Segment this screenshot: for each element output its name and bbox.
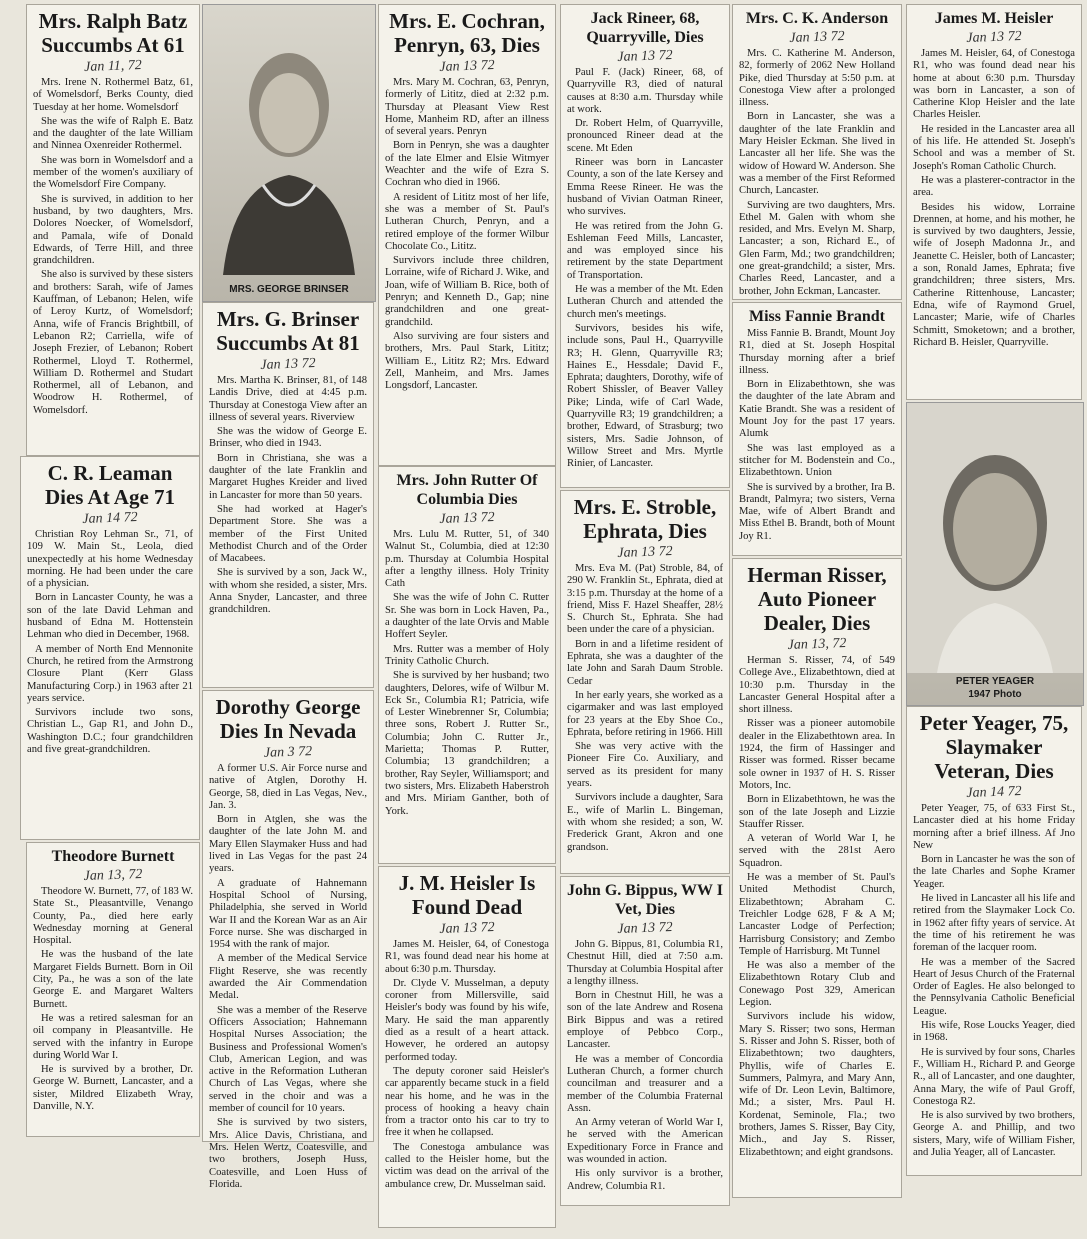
obit-body: Mrs. Martha K. Brinser, 81, of 148 Landis Drive, died at 4:45 p.m. Thursday at Conestoga View after an illness of several years. Riverview She was the widow of George E. Brinser, who died in 1943. Born in Christiana, she was a daughter of the late Franklin and Margaret Hughes Kreider and lived in Lancaster for more than 50 years. She had worked at Hager's Department Store. She was a member of the First United Methodist Church and of the Order of Macabees. She is survived by a son, Jack W., with whom she resided, a sister, Mrs. Anna Snyder, Lancaster, and three grandchildren. [209, 375, 367, 616]
obit-body: James M. Heisler, 64, of Conestoga R1, was found dead near his home at about 6:30 p.m. Thursday. Dr. Clyde V. Musselman, a deputy coroner from Millersville, said Heisler's body was found by his wife, Mary. He said the man apparently died as a result of a heart attack. However, he ordered an autopsy performed today. The deputy coroner said Heisler's car apparently became stuck in a field near his home, and he was in the process of hooking a heavy chain from a tractor onto his car to try to free it when he collapsed. The Conestoga ambulance was called to the Heisler home, but the victim was dead on the arrival of the ambulance crew, Dr. Musselman said. [385, 939, 549, 1190]
headline: Mrs. Ralph Batz Succumbs At 61 [38, 9, 188, 57]
handwritten-date: Jan 13 72 [439, 920, 495, 937]
obit-body: John G. Bippus, 81, Columbia R1, Chestnut Hill, died at 7:50 a.m. Thursday at Columbia Hospital after a lengthy illness. Born in Chestnut Hill, he was a son of the late Andrew and Rosena Birk Bippus and was a retired employe of Pebbco Corp., Lancaster. He was a member of Concordia Lutheran Church, a former church councilman and treasurer and a member of the Columbia Fraternal Assn. An Army veteran of World War I, he served with the American Expeditionary Force in France and was wounded in action. His only survivor is a brother, Andrew, Columbia R1. [567, 939, 723, 1192]
photo-caption: PETER YEAGER [955, 676, 1035, 687]
handwritten-date: Jan 13 72 [789, 29, 845, 46]
headline: John G. Bippus, WW I Vet, Dies [567, 882, 723, 918]
headline: Mrs. C. K. Anderson [745, 10, 889, 27]
handwritten-date: Jan 13, 72 [787, 635, 847, 654]
obit-rutter [378, 466, 556, 864]
handwritten-date: Jan 13, 72 [83, 866, 143, 885]
obit-body: Mrs. Eva M. (Pat) Stroble, 84, of 290 W. Franklin St., Ephrata, died at 3:15 p.m. Thursday at the home of a friend, Miss F. Hazel Sheaffer, 28½ S. Church St., Ephrata. She had been under the care of a physician. Born in and a lifetime resident of Ephrata, she was a daughter of the late John and Sarah Daum Stroble. Cedar In her early years, she worked as a cigarmaker and was last employed for 23 years at the Eby Shoe Co., Ephrata, before retiring in 1966. Hill She was very active with the Pioneer Fire Co. Auxiliary, and served as its president for many years. Survivors include a daughter, Sara E., wife of Marlin L. Bingeman, with whom she resided; a son, W. Frederick Grant, Akron and one grandson. [567, 563, 723, 853]
headline: James M. Heisler [934, 10, 1054, 27]
headline: Jack Rineer, 68, Quarryville, Dies [586, 10, 704, 46]
obit-bippus [560, 876, 730, 1206]
headline: Dorothy George Dies In Nevada [215, 695, 361, 743]
handwritten-date: Jan 13 72 [439, 510, 495, 527]
portrait-woman-icon [203, 5, 375, 275]
headline: Mrs. E. Cochran, Penryn, 63, Dies [389, 9, 545, 57]
handwritten-date: Jan 14 72 [966, 784, 1022, 801]
obit-cochran [378, 4, 556, 466]
photo-brinser [202, 4, 376, 302]
obit-body: Mrs. Mary M. Cochran, 63, Penryn, formerly of Lititz, died at 2:32 p.m. Thursday at Pleasant View Rest Home, Manheim RD, after an illness of several years. Penryn Born in Penryn, she was a daughter of the late Elmer and Elsie Witmyer Weachter and the wife of Ezra S. Cochran who died in 1966. A resident of Lititz most of her life, she was a member of St. Paul's Lutheran Church, Penryn, and a retired employe of the former Wilbur Chocolate Co., Lititz. Survivors include three children, Lorraine, wife of Richard J. Wike, and Joan, wife of William B. Rice, both of Penryn; and Kenneth D., Gap; nine grandchildren and one great-grandchild. Also surviving are four sisters and brothers, Mrs. Paul Stark, Lititz; William E., Lititz R2; Mrs. Edward Zell, Manheim, and Mrs. James Longsdorf, Lancaster. [385, 77, 549, 392]
obit-anderson [732, 4, 902, 300]
obit-body: James M. Heisler, 64, of Conestoga R1, who was found dead near his home at about 6:30 p.m. Thursday was born in Lancaster, a son of Catherine Klop Heisler and the late Charles Heisler. He resided in the Lancaster area all of his life. He attended St. Joseph's School and was a member of St. Joseph's Roman Catholic Church. He was a plasterer-contractor in the area. Besides his widow, Lorraine Drennen, at home, and his mother, he is survived by two daughters, Jessie, wife of Joseph Madonna Jr., and Jeanette C. Heisler, both of Lancaster; a son, Ronald James, Ephrata; five grandchildren; three sisters, Mrs. Catherine Rittenhouse, Lancaster; Edna, wife of Raymond Gruel, Lancaster; Marie, wife of Charles Schmitt, Smoketown; and a brother, Richard B. Heisler, Quarryville. [913, 48, 1075, 348]
obit-body: Mrs. C. Katherine M. Anderson, 82, formerly of 2062 New Holland Pike, died Thursday at 5:50 p.m. at Conestoga View after a prolonged illness. Born in Lancaster, she was a daughter of the late Franklin and Mary Heisler Eckman. She lived in Lancaster all her life. She was the widow of Howard W. Anderson. She was a member of the First Reformed Church, Lancaster. Surviving are two daughters, Mrs. Ethel M. Galen with whom she resided, and Mrs. Evelyn M. Sharp, Lancaster; a son, Richard E., of Glen Farm, Md.; two grandchildren; one great-grandchild; a sister, Mrs. Charles Reed, Lancaster, and a brother, John Eckman, Lancaster. [739, 48, 895, 297]
obit-brinser [202, 302, 374, 688]
obit-yeager [906, 706, 1082, 1176]
obit-leaman [20, 456, 200, 840]
obit-george [202, 690, 374, 1190]
obit-risser [732, 558, 902, 1198]
handwritten-date: Jan 3 72 [263, 744, 313, 761]
obit-body: Paul F. (Jack) Rineer, 68, of Quarryville R3, died of natural causes at 8:30 a.m. Thursday while at work. Dr. Robert Helm, of Quarryville, pronounced Rineer dead at the scene. Mt Eden Rineer was born in Lancaster County, a son of the late Kersey and Emma Reese Rineer. He was the husband of Vivian Oatman Rineer, who survives. He was retired from the John G. Eshleman Feed Mills, Lancaster, and was employed since his retirement by the state Department of Transportation. He was a member of the Mt. Eden Lutheran Church and attended the church men's meetings. Survivors, besides his wife, include sons, Paul H., Quarryville R3; H. Glenn, Quarryville R3; Haines E., Hessdale; David F., Ephrata; daughters, Dorothy, wife of Robert Shissler, of Beaver Valley Pike; Linda, wife of Carl Wade, Quarryville R3; 19 grandchildren; a brother, Edward, of Strasburg; two sisters, Mrs. Sadie Johnson, of Willow Street and Mrs. Myrtle Rinier, of Lancaster. [567, 67, 723, 470]
obit-body: Mrs. Irene N. Rothermel Batz, 61, of Womelsdorf, Berks County, died Tuesday at her home. Womelsdorf She was the wife of Ralph E. Batz and the daughter of the late William and Ninnea Oxenreider Rothermel. She was born in Womelsdorf and a member of the women's auxiliary of the Womelsdorf Fire Company. She is survived, in addition to her husband, by two daughters, Mrs. Dolores Noecker, of Womelsdorf, and Pamala, wife of Donald Edwards, of Terre Hill, and three grandchildren. She also is survived by these sisters and brothers: Sarah, wife of James Kauffman, of Lebanon; Helen, wife of Leroy Kurtz, of Womelsdorf; Anna, wife of Francis Brightbill, of Lebanon R2; Carriella, wife of Joseph Frezier, of Lebanon; Robert Rothermel, Lloyd T. Rothermel, William D. Rothermel and Studart Rothermel, all of Lebanon, and Woodrow H. Rothermel, of Womelsdorf. [33, 77, 193, 416]
handwritten-date: Jan 11, 72 [83, 57, 143, 76]
obit-rineer [560, 4, 730, 488]
handwritten-date: Jan 13 72 [617, 48, 673, 65]
headline: Theodore Burnett [51, 848, 175, 865]
photo-subcaption: 1947 Photo [968, 689, 1022, 700]
headline: Herman Risser, Auto Pioneer Dealer, Dies [747, 563, 887, 635]
headline: J. M. Heisler Is Found Dead [398, 871, 536, 919]
handwritten-date: Jan 13 72 [617, 544, 673, 561]
obit-body: Christian Roy Lehman Sr., 71, of 109 W. Main St., Leola, died unexpectedly at his home Wednesday morning. He had been under the care of a physician. Born in Lancaster County, he was a son of the late David Lehman and husband of Edna M. Hottenstein Lehman who died in December, 1968. A member of North End Mennonite Church, he retired from the Armstrong Closure Plant (Kerr Glass Manufacturing Corp.) in 1963 after 21 years service. Survivors include two sons, Christian L., Gap R1, and John D., Washington D.C.; four grandchildren and five great-grandchildren. [27, 529, 193, 756]
headline: C. R. Leaman Dies At Age 71 [44, 461, 176, 509]
headline: Mrs. John Rutter Of Columbia Dies [396, 472, 538, 508]
headline: Mrs. E. Stroble, Ephrata, Dies [573, 495, 717, 543]
handwritten-date: Jan 13 72 [966, 29, 1022, 46]
obit-burnett [26, 842, 200, 1137]
obit-heisler-found [378, 866, 556, 1228]
photo-yeager [906, 402, 1084, 706]
handwritten-date: Jan 13 72 [617, 920, 673, 937]
photo-caption: MRS. GEORGE BRINSER [229, 284, 349, 295]
headline: Mrs. G. Brinser Succumbs At 81 [216, 307, 360, 355]
obit-body: Mrs. Lulu M. Rutter, 51, of 340 Walnut St., Columbia, died at 12:30 p.m. Thursday at Columbia Hospital after a lengthy illness. Holy Trinity Cath She was the wife of John C. Rutter Sr. She was born in Lock Haven, Pa., a daughter of the late Orvis and Mable Hoffert Seyler. Mrs. Rutter was a member of Holy Trinity Catholic Church. She is survived by her husband; two daughters, Delores, wife of Wilbur M. Eck Sr., Columbia R1; Patricia, wife of Lester Winebrenner Sr, Columbia; three sons, Robert J. Rutter Sr., Columbia; John C. Rutter Jr., Marietta; Thomas P. Rutter, Columbia; 13 grandchildren; a brother, Ray Seyler, Williamsport; and two sisters, Mrs. Elizabeth Haberstroh and Mrs. Miriam Ganther, both of York. [385, 529, 549, 817]
obit-body: A former U.S. Air Force nurse and native of Atglen, Dorothy H. George, 58, died in Las Vegas, Nev., Jan. 3. Born in Atglen, she was the daughter of the late John M. and Mary Ellen Slaymaker Huss and had lived in Las Vegas for the past 24 years. A graduate of Hahnemann Hospital School of Nursing, Philadelphia, she served in World War II and the Korean War as an Air Force nurse. She was discharged in 1954 with the rank of major. A member of the Medical Service Flight Reserve, she was recently awarded the Air Commendation Medal. She was a member of the Reserve Officers Association; Hahnemann Hospital Nurses Association; the Business and Professional Women's Club, American Legion, and was active in the Reformation Lutheran Church of Las Vegas, where she served in the choir and was a member of council for 10 years. She is survived by two sisters, Mrs. Alice Davis, Christiana, and Mrs. Helen Wertz, Coatesville, and two brothers, Joseph Huss, Coatesville, and Loen Huss of Florida. [209, 763, 367, 1190]
handwritten-date: Jan 14 72 [82, 510, 138, 527]
obit-body: Herman S. Risser, 74, of 549 College Ave., Elizabethtown, died at 10:30 p.m. Thursday in the Lancaster General Hospital after a short illness. Risser was a pioneer automobile dealer in the Elizabethtown area. In 1924, the firm of Hassinger and Risser was formed. Risser became sole owner in 1937 of H. S. Risser Motors, Inc. Born in Elizabethtown, he was the son of the late Joseph and Lizzie Stauffer Risser. A veteran of World War I, he served with the 281st Aero Squadron. He was a member of St. Paul's United Methodist Church, Elizabethtown; Abraham C. Treichler Lodge 628, F & A M; Lancaster Lodge of Perfection; Harrisburg Consistory; and Zembo Temple of Harrisburg. Mt Tunnel He was also a member of the Elizabethtown Rotary Club and Conewago Post 329, American Legion. Survivors include his widow, Mary S. Risser; two sons, Herman S. Risser and John S. Risser, both of Elizabethtown; two daughters, Phyllis, wife of Charles E. Summers, Palmyra, and Mary Ann, wife of Dr. Leon Levin, Baltimore, Md.; a sister, Mrs. Paul H. Kordenat, Seminole, Fla.; two brothers, James S. Risser, Bay City, Mich., and Jay S. Risser, Elizabethtown; and eight grandsons. [739, 655, 895, 1158]
obit-batz [26, 4, 200, 456]
obit-body: Miss Fannie B. Brandt, Mount Joy R1, died at St. Joseph Hospital Thursday morning after a brief illness. Born in Elizabethtown, she was the daughter of the late Abram and Katie Brandt. She was a resident of Mount Joy for the past 17 years. Alumk She was last employed as a stitcher for M. Bodenstein and Co., Elizabethtown. Union She is survived by a brother, Ira B. Brandt, Palmyra; two sisters, Verna Mae, wife of Albert Brandt and Miss Ethel B. Brandt, both of Mount Joy R1. [739, 328, 895, 542]
portrait-man-icon [907, 403, 1083, 673]
handwritten-date: Jan 13 72 [260, 356, 316, 373]
headline: Peter Yeager, 75, Slaymaker Veteran, Dies [919, 711, 1069, 783]
obit-heisler [906, 4, 1082, 400]
obit-body: Peter Yeager, 75, of 633 First St., Lancaster died at his home Friday morning after a brief illness. Af Jno New Born in Lancaster he was the son of the late Charles and Sophe Kramer Yeager. He lived in Lancaster all his life and retired from the Slaymaker Lock Co. in 1962 after fifty years of service. At the time of his retirement he was foreman of the lacquer room. He was a member of the Sacred Heart of Jesus Church of the Fraternal Order of Eagles. He also belonged to the Pennsylvania Catholic Beneficial League. His wife, Rose Loucks Yeager, died in 1968. He is survived by four sons, Charles F., William H., Richard P. and George R., all of Lancaster, and one daughter, Anna Mary, the wife of Paul Groff, Conestoga R2. He is also survived by two brothers, George A. and Phillip, and two sisters, Mary, wife of William Fisher, and Julia Yeager, all of Lancaster. [913, 803, 1075, 1159]
handwritten-date: Jan 13 72 [439, 58, 495, 75]
headline: Miss Fannie Brandt [748, 308, 885, 325]
obit-body: Theodore W. Burnett, 77, of 183 W. State St., Pleasantville, Venango County, Pa., died here early Wednesday morning at General Hospital. He was the husband of the late Margaret Fields Burnett. Born in Oil City, Pa., he was a son of the late George E. and Margaret Walters Burnett. He was a retired salesman for an oil company in Pleasantville. He served with the infantry in Europe during World War I. He is survived by a brother, Dr. George W. Burnett, Lancaster, and a sister, Mildred Elizabeth Wray, Danville, N.Y. [33, 886, 193, 1113]
obit-brandt [732, 302, 902, 556]
obit-stroble [560, 490, 730, 874]
